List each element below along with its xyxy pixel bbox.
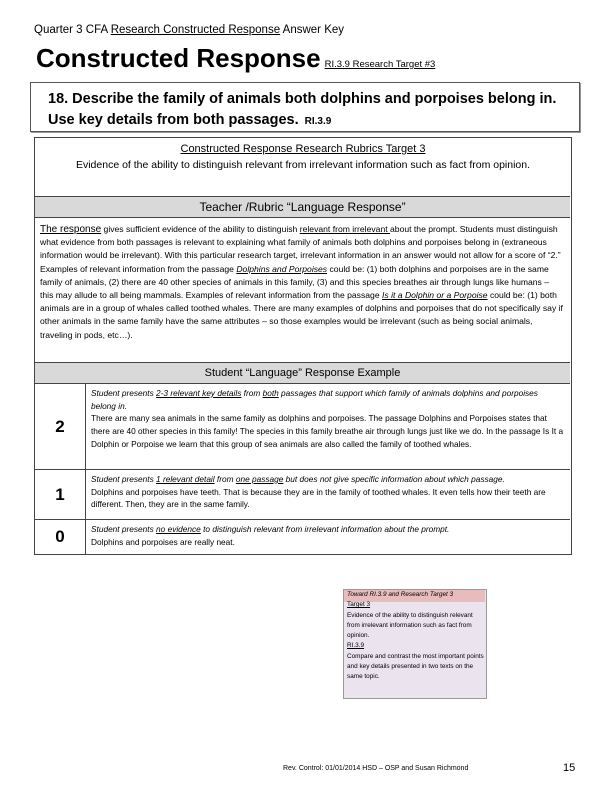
research-target-label: RI.3.9 Research Target #3 (324, 59, 436, 70)
rubric-subtitle: Evidence of the ability to distinguish relevant from irrelevant information such as fact from opinion. (75, 159, 531, 171)
paragraph-part: could be: (1) both animals are in a group of whales called toothed whales. There are many examples of dolphins and porpoises that do not specifically say if other animals in the same family have the same attributes – so those examples would be irrelevant (such as being social animals, traveling in pods, etc…). (40, 290, 563, 340)
score-lead-emphasis: no evidence (156, 524, 201, 534)
header-suffix: Answer Key (280, 24, 345, 36)
score-row-1 (35, 469, 570, 520)
header-underlined-title: Research Constructed Response (110, 24, 281, 36)
score-lead-emphasis: 2-3 relevant key details (156, 388, 242, 398)
standard-description: Compare and contrast the most important points and key details presented in two texts on the same topic. (347, 652, 484, 681)
score-row-0 (35, 519, 570, 554)
target-label: Target 3 (347, 601, 371, 609)
teacher-rubric-header: Teacher /Rubric “Language Response” (35, 196, 570, 218)
paragraph-part: gives sufficient evidence of the ability to distinguish (101, 224, 300, 234)
score-lead-emphasis: both (262, 388, 279, 398)
document-header (34, 24, 344, 36)
page-number: 15 (563, 762, 576, 774)
page-title (36, 43, 435, 74)
score-lead: Student presents (91, 524, 157, 534)
score-description (91, 387, 565, 451)
score-lead: Student presents (91, 474, 157, 484)
header-prefix: Quarter 3 CFA (34, 24, 111, 36)
standards-note-heading: Toward RI.3.9 and Research Target 3 (347, 591, 454, 598)
score-lead-emphasis: one passage (235, 474, 284, 484)
score-description (91, 473, 565, 511)
score-lead: from (214, 474, 236, 484)
paragraph-emphasis: relevant from irrelevant (299, 224, 391, 234)
score-row-2 (35, 383, 570, 470)
rubric-title: Constructed Response Research Rubrics Target 3 (180, 143, 426, 155)
score-lead: Student presents (91, 388, 157, 398)
score-lead: from (241, 388, 263, 398)
question-standard: RI.3.9 (304, 116, 332, 127)
question (48, 89, 578, 132)
score-lead-emphasis: 1 relevant detail (156, 474, 215, 484)
page-title-text: Constructed Response (36, 43, 321, 73)
paragraph-lead: The response (40, 224, 102, 235)
score-value: 0 (35, 520, 86, 554)
student-example: There are many sea animals in the same family as dolphins and porpoises. The passage Dolphins and Porpoises states that there are 40 other species in this family! The species in this family breathe air through lungs just like we do. In the passage Is It a Dolphin or Porpoise we learn that this group of sea animals are also called the family of toothed whales. (91, 413, 564, 449)
student-example: Dolphins and porpoises are really neat. (91, 536, 235, 547)
target-description: Evidence of the ability to distinguish relevant from irrelevant information such as fact from opinion. (347, 611, 473, 640)
paragraph-part: about the prompt. Students must distinguish what evidence from both passages is relevant to explaining what family of animals both dolphins and porpoises belong in (extraneous information would be irrelevant). With this particular research target, irrelevant information in an answer would not allow for a score of “2.” Examples of relevant information from the passage (40, 224, 561, 274)
passage-title: Is it a Dolphin or a Porpoise (382, 290, 488, 301)
rubric-paragraph (40, 223, 564, 342)
question-text: 18. Describe the family of animals both dolphins and porpoises belong in. Use key details from both passages. (48, 91, 557, 128)
paragraph-part: could be: (1) both dolphins and porpoises are in the same family of animals, (2) there are 40 other species of animals in this family, (3) and this species breathes air through lungs like humans – this may allude to all being mammals. Examples of relevant information from the passage (40, 263, 550, 301)
revision-footer: Rev. Control: 01/01/2014 HSD – OSP and Susan Richmond (283, 765, 469, 772)
score-value: 2 (35, 384, 86, 470)
score-description (91, 523, 565, 548)
score-value: 1 (35, 470, 86, 520)
score-lead: but does not give specific information about which passage. (283, 474, 505, 484)
student-example: Dolphins and porpoises have teeth. That is because they are in the family of toothed whales. It even tells how their teeth are different. Then, they are in the same family. (91, 486, 546, 510)
score-lead: to distinguish relevant from irrelevant information about the prompt. (200, 524, 450, 534)
passage-title: Dolphins and Porpoises (236, 263, 328, 274)
standards-note (347, 590, 485, 683)
standard-label: RI.3.9 (347, 642, 365, 650)
score-lead: passages that support which family of animals dolphins and porpoises belong in. (91, 388, 538, 411)
student-example-header: Student “Language” Response Example (35, 362, 570, 384)
